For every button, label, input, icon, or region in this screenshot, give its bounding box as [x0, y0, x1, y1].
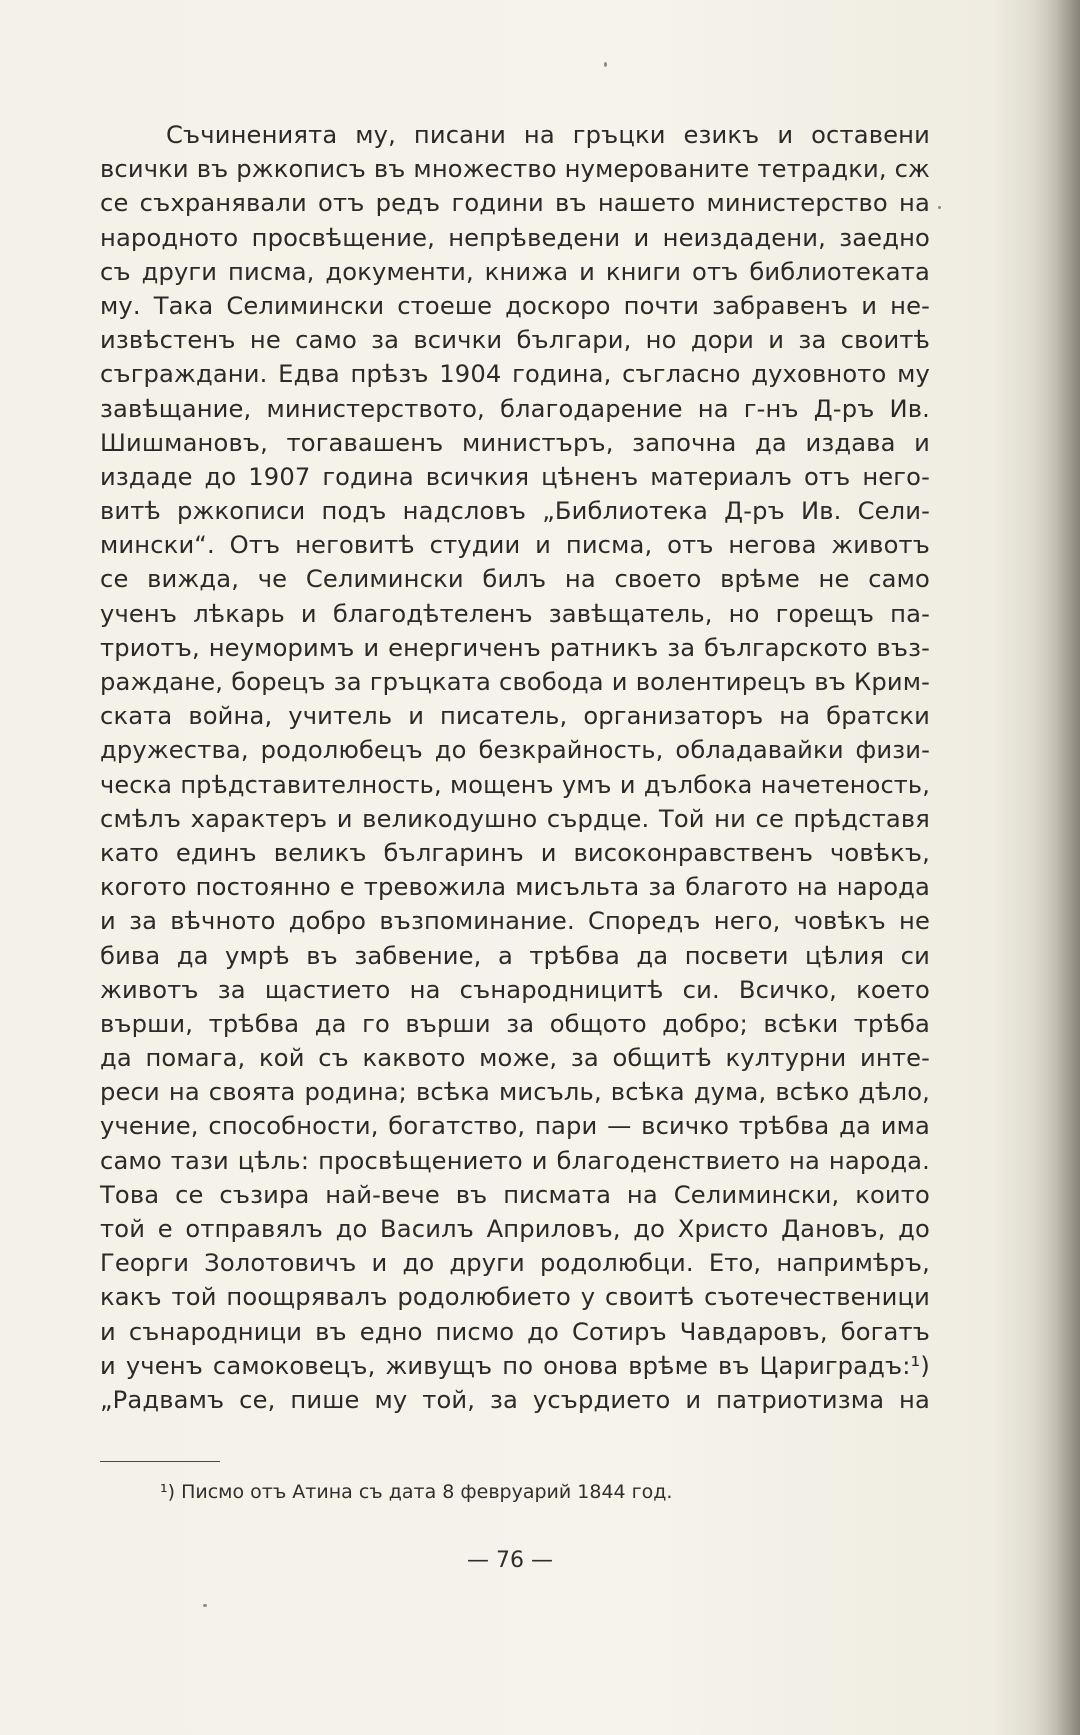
page-number: — 76 — [467, 1548, 553, 1573]
text-line: дружества, родолюбецъ до безкрайность, обладавайки физи- [100, 736, 930, 765]
text-line: ученъ лѣкарь и благодѣтеленъ завѣщатель, но горещъ па- [100, 599, 930, 628]
body-text [100, 118, 930, 1417]
text-line: се съхранявали отъ редъ години въ нашето министерство на [100, 189, 930, 218]
text-line: му. Така Селимински стоеше доскоро почти забравенъ и не- [100, 291, 930, 320]
text-line: и за вѣчното добро възпоминание. Споредъ него, човѣкъ не [100, 907, 930, 936]
text-line: Съчиненията му, писани на гръцки езикъ и оставени [166, 121, 930, 149]
text-line: витѣ ржкописи подъ надсловъ „Библиотека Д-ръ Ив. Сели- [100, 497, 930, 526]
text-line: и сънародници въ едно писмо до Сотиръ Чавдаровъ, богатъ [100, 1317, 930, 1346]
text-line: реси на своята родина; всѣка мисъль, всѣка дума, всѣко дѣло, [100, 1078, 930, 1107]
text-line: се вижда, че Селимински билъ на своето врѣме не само [100, 565, 930, 594]
text-line: извѣстенъ не само за всички българи, но дори и за своитѣ [100, 326, 930, 355]
text-line: той е отправялъ до Василъ Априловъ, до Христо Дановъ, до [100, 1215, 930, 1243]
text-line: раждане, борецъ за гръцката свобода и волентирецъ въ Крим- [100, 668, 930, 696]
text-line: завѣщание, министерството, благодарение на г-нъ Д-ръ Ив. [100, 394, 930, 423]
text-line: „Радвамъ се, пише му той, за усърдието и патриотизма на [100, 1385, 930, 1414]
text-line: какъ той поощрявалъ родолюбието у своитѣ съотечественици [100, 1283, 930, 1312]
footnote: ¹) Писмо отъ Атина съ дата 8 февруарий 1844 год. [160, 1481, 673, 1503]
text-line: ската война, учитель и писатель, организаторъ на братски [100, 702, 930, 731]
text-line: върши, трѣбва да го върши за общото добро; всѣки трѣба [100, 1009, 930, 1038]
text-line: смѣлъ характеръ и великодушно сърдце. Той ни се прѣдставя [100, 804, 930, 833]
text-line: бива да умрѣ въ забвение, а трѣбва да посвети цѣлия си [100, 941, 930, 970]
text-line: Георги Золотовичъ и до други родолюбци. Ето, напримѣръ, [100, 1249, 930, 1278]
text-line: триотъ, неуморимъ и енергиченъ ратникъ за българското въз- [100, 633, 930, 662]
text-line: учение, способности, богатство, пари — всичко трѣбва да има [100, 1112, 930, 1141]
text-line: ческа прѣдставителность, мощенъ умъ и дълбока начетеность, [100, 770, 930, 799]
text-line: всички въ ржкописъ въ множество нумерованите тетрадки, сж [100, 155, 930, 184]
print-speck [604, 62, 607, 67]
text-line: само тази цѣль: просвѣщението и благоденствието на народа. [100, 1146, 930, 1175]
text-line: съ други писма, документи, книжа и книги отъ библиотеката [100, 257, 930, 286]
text-line: издаде до 1907 година всичкия цѣненъ материалъ отъ него- [100, 462, 930, 491]
print-speck [938, 206, 941, 209]
text-line: съграждани. Едва прѣзъ 1904 година, съгласно духовното му [100, 360, 930, 389]
footnote-rule [100, 1461, 220, 1462]
text-line: животъ за щастието на сънародницитѣ си. Всичко, което [100, 975, 930, 1004]
text-line: народното просвѣщение, непрѣведени и неиздадени, заедно [100, 223, 930, 252]
text-line: Това се съзира най-вече въ писмата на Селимински, които [100, 1180, 930, 1209]
text-line: като единъ великъ българинъ и високонравственъ човѣкъ, [100, 838, 930, 867]
text-line: и ученъ самоковецъ, живущъ по онова врѣме въ Цариградъ:¹) [100, 1351, 930, 1380]
page-edge-shadow [1032, 0, 1080, 1735]
text-line: Шишмановъ, тогавашенъ министъръ, започна да издава и [100, 428, 930, 457]
text-line: когото постоянно е тревожила мисъльта за благото на народа [100, 873, 930, 902]
text-line: мински“. Отъ неговитѣ студии и писма, отъ негова животъ [100, 531, 930, 560]
print-speck [203, 1604, 207, 1607]
text-line: да помага, кой съ каквото може, за общитѣ културни инте- [100, 1044, 930, 1073]
